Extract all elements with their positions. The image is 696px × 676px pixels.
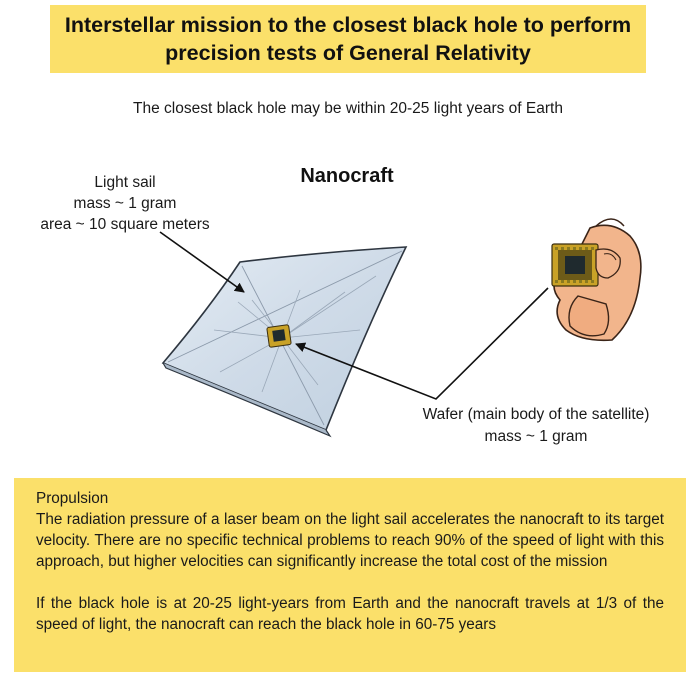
nanocraft-heading: Nanocraft: [300, 165, 394, 187]
light-sail-arrow: [160, 232, 244, 292]
travel-time-paragraph: If the black hole is at 20-25 light-years from Earth and the nanocraft travels at 1/3 of the speed of light, the nanocraft can reach the black hole in 60-75 years: [36, 595, 664, 633]
page-title: Interstellar mission to the closest black hole to perform precision tests of General Relativity: [64, 13, 632, 65]
wafer-label: [396, 404, 676, 448]
propulsion-paragraph: The radiation pressure of a laser beam on the light sail accelerates the nanocraft to its target velocity. There are no specific technical problems to reach 90% of the speed of light with this approach, but higher velocities can significantly increase the total cost of the mission: [36, 511, 664, 570]
light-sail-area: area ~ 10 square meters: [40, 216, 210, 233]
wafer-chip: [267, 325, 292, 348]
propulsion-heading: Propulsion: [36, 490, 109, 507]
subtitle: The closest black hole may be within 20-25 light years of Earth: [133, 100, 563, 117]
hand-holding-chip-illustration: [552, 219, 641, 340]
light-sail-name: Light sail: [94, 174, 156, 191]
wafer-mass: mass ~ 1 gram: [484, 428, 588, 445]
wafer-name: Wafer (main body of the satellite): [422, 406, 650, 423]
propulsion-info-box: [14, 478, 686, 672]
light-sail-mass: mass ~ 1 gram: [73, 195, 177, 212]
